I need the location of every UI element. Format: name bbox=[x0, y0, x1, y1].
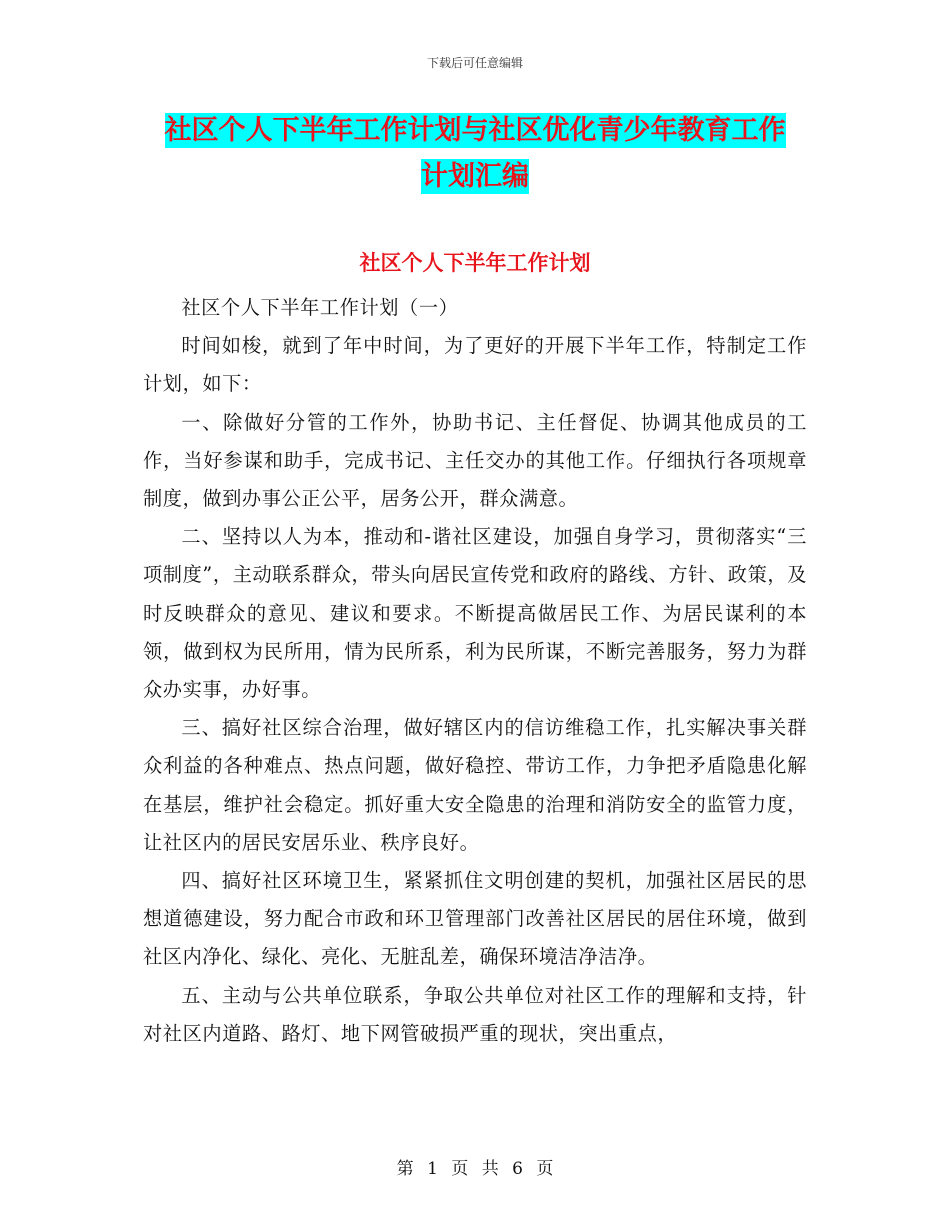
paragraph: 时间如梭，就到了年中时间，为了更好的开展下半年工作，特制定工作计划，如下： bbox=[143, 334, 807, 396]
page-header-note: 下载后可任意编辑 bbox=[426, 56, 523, 70]
paragraph-subtitle: 社区个人下半年工作计划（一） bbox=[181, 296, 459, 319]
paragraph: 四、搞好社区环境卫生，紧紧抓住文明创建的契机，加强社区居民的思想道德建设，努力配合市政和环卫管理部门改善社区居民的居住环境，做到社区内净化、绿化、亮化、无脏乱差，确保环境洁净洁净。 bbox=[143, 869, 807, 969]
document-body bbox=[143, 289, 807, 1053]
page-footer: 第 1 页 共 6 页 bbox=[396, 1159, 554, 1179]
paragraph: 五、主动与公共单位联系，争取公共单位对社区工作的理解和支持，针对社区内道路、路灯、地下网管破损严重的现状，突出重点， bbox=[143, 983, 807, 1045]
paragraph: 二、坚持以人为本，推动和-谐社区建设，加强自身学习，贯彻落实“三项制度”，主动联系群众，带头向居民宣传党和政府的路线、方针、政策，及时反映群众的意见、建议和要求。不断提高做居民工作、为居民谋利的本领，做到权为民所用，情为民所系，利为民所谋，不断完善服务，努力为群众办实事，办好事。 bbox=[143, 525, 807, 702]
document-title bbox=[150, 108, 800, 200]
document-title-line1: 社区个人下半年工作计划与社区优化青少年教育工作 bbox=[164, 115, 786, 146]
document-title-line2: 计划汇编 bbox=[421, 161, 529, 192]
paragraph: 三、搞好社区综合治理，做好辖区内的信访维稳工作，扎实解决事关群众利益的各种难点、热点问题，做好稳控、带访工作，力争把矛盾隐患化解在基层，维护社会稳定。抓好重大安全隐患的治理和消防安全的监管力度，让社区内的居民安居乐业、秩序良好。 bbox=[143, 716, 807, 854]
section-title: 社区个人下半年工作计划 bbox=[359, 251, 591, 275]
paragraph: 一、除做好分管的工作外，协助书记、主任督促、协调其他成员的工作，当好参谋和助手，完成书记、主任交办的其他工作。仔细执行各项规章制度，做到办事公正公平，居务公开，群众满意。 bbox=[143, 410, 807, 511]
